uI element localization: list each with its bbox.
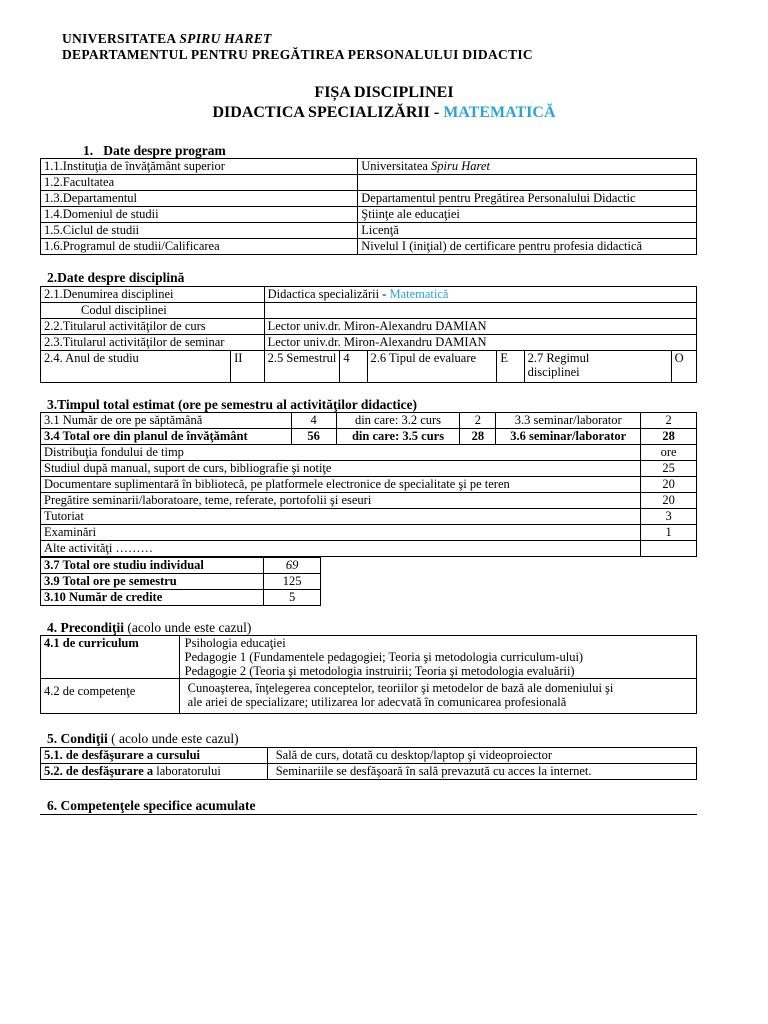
cell-value: Lector univ.dr. Miron-Alexandru DAMIAN: [264, 319, 696, 335]
program-table: [40, 158, 697, 255]
cell-value: O: [671, 351, 696, 383]
cell-value: Lector univ.dr. Miron-Alexandru DAMIAN: [264, 335, 696, 351]
table-row: [41, 223, 697, 239]
cell-value: 5: [264, 590, 321, 606]
table-row: [41, 335, 697, 351]
cell-label: 3.10 Număr de credite: [41, 590, 264, 606]
table-row: [41, 477, 697, 493]
table-row: [41, 287, 697, 303]
section-6-heading: 6. Competenţele specifice acumulate: [47, 798, 256, 813]
competence-line: ale ariei de specializare; utilizarea lor adecvată în comunicarea profesională: [187, 695, 567, 709]
cell-value: [641, 541, 697, 557]
cell-label: Distribuţia fondului de timp: [41, 445, 641, 461]
value-prefix: Universitatea: [361, 159, 432, 173]
cell-value: Licenţă: [358, 223, 697, 239]
table-row: [41, 461, 697, 477]
table-row: [41, 525, 697, 541]
cell-label: 5.1. de desfăşurare a cursului: [41, 748, 268, 764]
section-5-heading: [47, 731, 239, 746]
curriculum-line: Pedagogie 2 (Teoria şi metodologia instruirii; Teoria şi metodologia evaluării): [184, 664, 575, 678]
cell-label: 1.2.Facultatea: [41, 175, 358, 191]
university-name: SPIRU HARET: [179, 31, 272, 46]
cell-label: 1.5.Ciclul de studii: [41, 223, 358, 239]
section-2-heading: 2.Date despre disciplină: [47, 270, 185, 285]
cell-value: 69: [264, 558, 321, 574]
section-5-title: 5. Condiţii: [47, 731, 108, 746]
cell-value: 4: [340, 351, 367, 383]
discipline-table: [40, 286, 697, 383]
cell-label: 2.6 Tipul de evaluare: [367, 351, 497, 383]
preconditions-table: [40, 635, 697, 714]
cell-label: 3.7 Total ore studiu individual: [41, 558, 264, 574]
doc-subtitle: [0, 104, 768, 122]
section-6-rule: [40, 814, 697, 815]
section-4-heading: [47, 620, 251, 635]
cell-value: II: [231, 351, 265, 383]
cell-label: 2.4. Anul de studiu: [41, 351, 231, 383]
cell-value: 25: [641, 461, 697, 477]
table-row: [41, 541, 697, 557]
cell-label: [41, 764, 268, 780]
table-row: [41, 413, 697, 429]
cell-label: Studiul după manual, suport de curs, bibliografie şi notiţe: [41, 461, 641, 477]
cell-label: Tutoriat: [41, 509, 641, 525]
cell-value: [358, 175, 697, 191]
cell-label: 4.2 de competenţe: [41, 679, 180, 714]
table-row: [41, 191, 697, 207]
university-line: [62, 31, 272, 47]
cell-value: 20: [641, 493, 697, 509]
cell-value: 2: [460, 413, 496, 429]
table-row: [41, 764, 697, 780]
cell-label: [524, 351, 671, 383]
section-5-note: ( acolo unde este cazul): [107, 731, 239, 746]
cell-value: [264, 303, 696, 319]
totals-table: [40, 557, 321, 606]
table-row: [41, 159, 697, 175]
doc-title: FIȘA DISCIPLINEI: [314, 84, 454, 101]
cell-value: 28: [641, 429, 697, 445]
time-table: [40, 412, 697, 557]
subtitle-main: DIDACTICA SPECIALIZĂRII -: [212, 104, 444, 121]
table-row: [41, 207, 697, 223]
cell-value: 4: [291, 413, 336, 429]
cell-label: Examinări: [41, 525, 641, 541]
cell-label: 1.3.Departamentul: [41, 191, 358, 207]
section-1-title: Date despre program: [103, 143, 226, 158]
table-row: [41, 748, 697, 764]
code-label: Codul disciplinei: [81, 303, 167, 317]
curriculum-line: Psihologia educaţiei: [184, 636, 286, 650]
cell-value: 3: [641, 509, 697, 525]
university-prefix: UNIVERSITATEA: [62, 31, 180, 46]
subtitle-accent: MATEMATICĂ: [443, 104, 556, 121]
conditions-table: [40, 747, 697, 780]
table-row: [41, 239, 697, 255]
cell-label: 4.1 de curriculum: [41, 636, 180, 679]
table-row: [41, 445, 697, 461]
table-row: [41, 175, 697, 191]
cell-label: 3.6 seminar/laborator: [496, 429, 641, 445]
cell-label: 3.9 Total ore pe semestru: [41, 574, 264, 590]
cell-value: [358, 159, 697, 175]
cell-value: 20: [641, 477, 697, 493]
cell-label: 1.6.Programul de studii/Calificarea: [41, 239, 358, 255]
cell-value: Seminariile se desfăşoară în sală prevazută cu acces la internet.: [267, 764, 696, 780]
table-row: [41, 319, 697, 335]
table-row: [41, 636, 697, 679]
table-row: [41, 351, 697, 383]
cell-value: Departamentul pentru Pregătirea Personalului Didactic: [358, 191, 697, 207]
section-1-num: 1.: [83, 143, 94, 158]
cell-value: Ştiinţe ale educaţiei: [358, 207, 697, 223]
table-row: [41, 493, 697, 509]
table-row: [41, 590, 321, 606]
cell-value: [179, 636, 696, 679]
curriculum-line: Pedagogie 1 (Fundamentele pedagogiei; Teoria şi metodologia curriculum-ului): [184, 650, 584, 664]
cell-value: 56: [291, 429, 336, 445]
cell-label: din care: 3.5 curs: [336, 429, 460, 445]
cell-value: 2: [641, 413, 697, 429]
cell-value: 28: [460, 429, 496, 445]
regime-label-2: disciplinei: [527, 365, 580, 379]
value-italic: Spiru Haret: [431, 159, 490, 173]
cell-label: 2.1.Denumirea disciplinei: [41, 287, 265, 303]
section-1-heading: [83, 143, 226, 158]
cell-label: [41, 303, 265, 319]
department-line: DEPARTAMENTUL PENTRU PREGĂTIREA PERSONALULUI DIDACTIC: [62, 47, 533, 62]
section-4-title: 4. Precondiţii: [47, 620, 124, 635]
table-row: [41, 574, 321, 590]
cell-label: 1.4.Domeniul de studii: [41, 207, 358, 223]
cell-label: 1.1.Instituţia de învăţământ superior: [41, 159, 358, 175]
regime-label-1: 2.7 Regimul: [527, 351, 590, 365]
lab-label-norm: laboratorului: [156, 764, 221, 778]
cell-label: din care: 3.2 curs: [336, 413, 460, 429]
cell-label: 2.2.Titularul activităţilor de curs: [41, 319, 265, 335]
table-row: [41, 509, 697, 525]
cell-value: [264, 287, 696, 303]
cell-value: 125: [264, 574, 321, 590]
cell-label: 2.3.Titularul activităţilor de seminar: [41, 335, 265, 351]
table-row: [41, 429, 697, 445]
lab-label-bold: 5.2. de desfăşurare a: [44, 764, 157, 778]
cell-label: 3.4 Total ore din planul de învăţământ: [41, 429, 292, 445]
competence-line: Cunoaşterea, înţelegerea conceptelor, teoriilor şi metodelor de bază ale domeniului şi: [187, 681, 614, 695]
cell-label: Alte activităţi ………: [41, 541, 641, 557]
cell-value: Nivelul I (iniţial) de certificare pentru profesia didactică: [358, 239, 697, 255]
table-row: [41, 558, 321, 574]
discipline-accent: Matematică: [389, 287, 449, 301]
cell-value: ore: [641, 445, 697, 461]
table-row: [41, 303, 697, 319]
cell-value: [179, 679, 696, 714]
section-3-heading: 3.Timpul total estimat (ore pe semestru al activităţilor didactice): [47, 397, 418, 412]
section-4-note: (acolo unde este cazul): [124, 620, 252, 635]
cell-label: Documentare suplimentară în bibliotecă, pe platformele electronice de specialitate şi pe teren: [41, 477, 641, 493]
table-row: [41, 679, 697, 714]
cell-label: 3.1 Număr de ore pe săptămână: [41, 413, 292, 429]
cell-value: 1: [641, 525, 697, 541]
cell-label: 2.5 Semestrul: [264, 351, 340, 383]
cell-label: Pregătire seminarii/laboratoare, teme, referate, portofolii şi eseuri: [41, 493, 641, 509]
discipline-name: Didactica specializării -: [267, 287, 390, 301]
cell-value: Sală de curs, dotată cu desktop/laptop şi videoproiector: [267, 748, 696, 764]
cell-label: 3.3 seminar/laborator: [496, 413, 641, 429]
cell-value: E: [497, 351, 524, 383]
